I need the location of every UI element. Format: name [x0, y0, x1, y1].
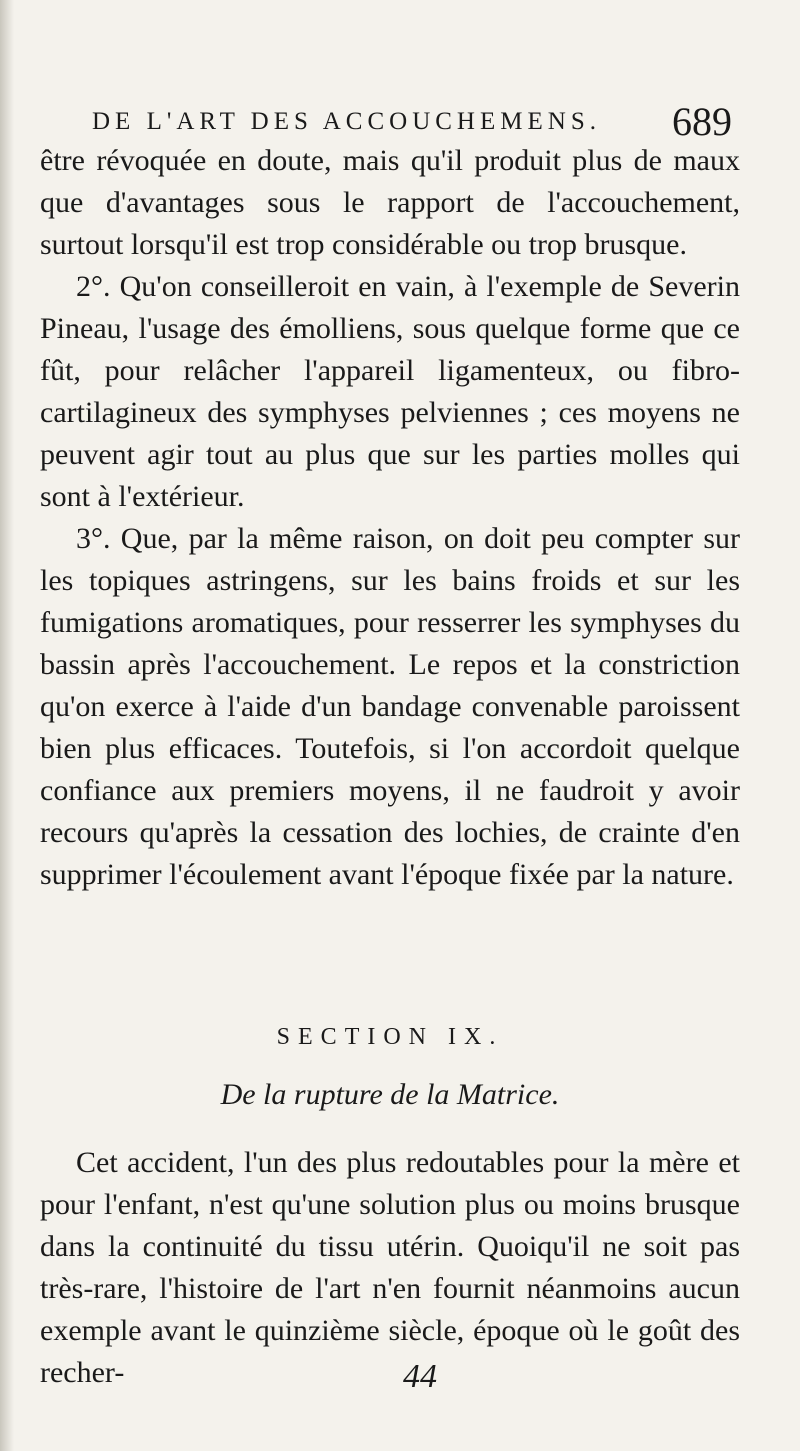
running-head: DE L'ART DES ACCOUCHEMENS. [92, 108, 601, 135]
paragraph-point-3: 3°. Que, par la même raison, on doit peu compter sur les topiques astringens, sur les bains froids et sur les fumigations aromatiques, pour resserrer les symphyses du bassin après l'accouchement. Le repos et la constriction qu'on exerce à l'aide d'un bandage convenable paroissent bien plus efficaces. Toutefois, si l'on accordoit quelque confiance aux premiers moyens, il ne faudroit y avoir recours qu'après la cessation des lochies, de crainte d'en supprimer l'écoulement avant l'époque fixée par la nature. [40, 522, 740, 891]
section-subtitle: De la rupture de la Matrice. [220, 1078, 560, 1111]
section-text [40, 1142, 740, 1394]
section-heading: SECTION IX. [276, 1024, 504, 1050]
section-paragraph: Cet accident, l'un des plus redoutables pour la mère et pour l'enfant, n'est qu'une solution plus ou moins brusque dans la continuité du tissu utérin. Quoiqu'il ne soit pas très-rare, l'histoire de l'art n'en fournit néanmoins aucun exemple avant le quinzième siècle, époque où le goût des recher- [40, 1146, 740, 1389]
paragraph-continuation: être révoquée en doute, mais qu'il produit plus de maux que d'avantages sous le rapport de l'accouchement, surtout lorsqu'il est trop considérable ou trop brusque. [40, 144, 740, 261]
signature-mark: 44 [403, 1358, 437, 1395]
paragraph-point-2: 2°. Qu'on conseilleroit en vain, à l'exemple de Severin Pineau, l'usage des émolliens, sous quelque forme que ce fût, pour relâcher l'appareil ligamenteux, ou fibro-cartilagineux des symphyses pelviennes ; ces moyens ne peuvent agir tout au plus que sur les parties molles qui sont à l'extérieur. [40, 270, 740, 513]
page-number: 689 [672, 99, 732, 144]
page-gutter-shadow [0, 0, 14, 1451]
main-text [40, 140, 740, 896]
